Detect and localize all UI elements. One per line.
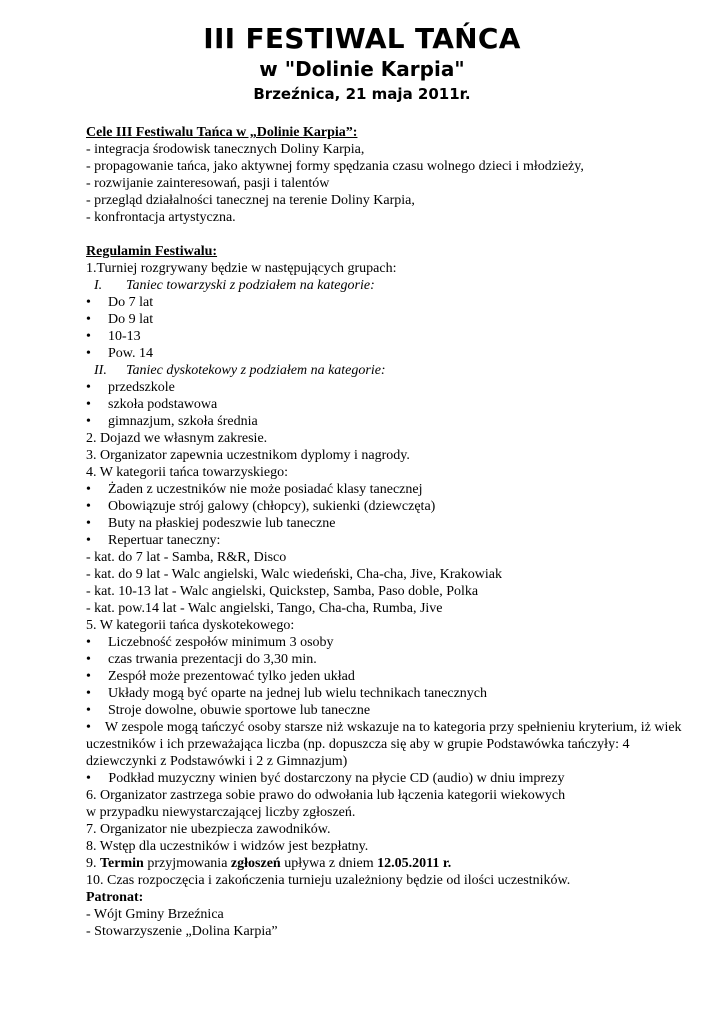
group-1-label: Taniec towarzyski z podziałem na kategorie: [126, 278, 375, 293]
rule-9-term: Termin [100, 856, 144, 871]
repertoire-line: - kat. pow.14 lat - Walc angielski, Tango, Cha-cha, Rumba, Jive [86, 601, 443, 616]
bullet-text: gimnazjum, szkoła średnia [108, 414, 258, 429]
document-header [0, 0, 724, 105]
rule-4-item [86, 515, 690, 532]
rule-2: 2. Dojazd we własnym zakresie. [86, 431, 268, 446]
rule-5: 5. W kategorii tańca dyskotekowego: [86, 618, 295, 633]
repertoire-line: - kat. 10-13 lat - Walc angielski, Quickstep, Samba, Paso doble, Polka [86, 584, 479, 599]
rule-9-number: 9. [86, 856, 100, 871]
bullet-text: Stroje dowolne, obuwie sportowe lub taneczne [108, 703, 371, 718]
bullet-icon: • [86, 652, 91, 667]
bullet-text: czas trwania prezentacji do 3,30 min. [108, 652, 317, 667]
festival-dateline: Brzeźnica, 21 maja 2011r. [253, 85, 471, 103]
goal-item: - przegląd działalności tanecznej na terenie Doliny Karpia, [86, 193, 415, 208]
bullet-icon: • [86, 346, 91, 361]
bullet-icon: • [86, 771, 91, 786]
bullet-text: Pow. 14 [108, 346, 153, 361]
rule-4-item [86, 481, 690, 498]
bullet-icon: • [86, 397, 91, 412]
group-2-item [86, 379, 690, 396]
rule-1: 1.Turniej rozgrywany będzie w następujących grupach: [86, 261, 397, 276]
group-1-item [86, 311, 690, 328]
rule-5-last-item [86, 770, 690, 787]
group-1-item [86, 294, 690, 311]
bullet-text: Do 9 lat [108, 312, 154, 327]
group-1-heading [86, 277, 690, 294]
rule-6-continued: w przypadku niewystarczającej liczby zgłoszeń. [86, 805, 356, 820]
bullet-icon: • [86, 686, 91, 701]
patronage-heading: Patronat: [86, 890, 144, 905]
bullet-icon: • [86, 533, 91, 548]
rule-6: 6. Organizator zastrzega sobie prawo do odwołania lub łączenia kategorii wiekowych [86, 788, 566, 803]
rule-5-item [86, 651, 690, 668]
rule-9-text: przyjmowania [143, 856, 231, 871]
bullet-text: Obowiązuje strój galowy (chłopcy), sukienki (dziewczęta) [108, 499, 436, 514]
bullet-icon: • [86, 703, 91, 718]
bullet-text: Zespół może prezentować tylko jeden układ [108, 669, 355, 684]
rule-5-item [86, 668, 690, 685]
group-1-item [86, 328, 690, 345]
bullet-icon: • [86, 499, 91, 514]
bullet-icon: • [86, 295, 91, 310]
bullet-icon: • [86, 380, 91, 395]
goal-item: - integracja środowisk tanecznych Doliny Karpia, [86, 142, 365, 157]
festival-subtitle: w "Dolinie Karpia" [259, 57, 465, 81]
goals-heading: Cele III Festiwalu Tańca w „Dolinie Karpia”: [86, 125, 358, 140]
bullet-text: Żaden z uczestników nie może posiadać klasy tanecznej [108, 482, 423, 497]
bullet-text: Podkład muzyczny winien być dostarczony na płycie CD (audio) w dniu imprezy [108, 771, 565, 786]
bullet-text: szkoła podstawowa [108, 397, 218, 412]
repertoire-line: - kat. do 9 lat - Walc angielski, Walc wiedeński, Cha-cha, Jive, Krakowiak [86, 567, 502, 582]
bullet-icon: • [86, 482, 91, 497]
rule-9-applications: zgłoszeń [230, 856, 281, 871]
rule-5-item [86, 702, 690, 719]
goal-item: - rozwijanie zainteresowań, pasji i talentów [86, 176, 330, 191]
bullet-icon: • [86, 414, 91, 429]
rule-9 [86, 855, 690, 872]
rule-10: 10. Czas rozpoczęcia i zakończenia turnieju uzależniony będzie od ilości uczestników. [86, 873, 571, 888]
group-2-item [86, 413, 690, 430]
document-body [86, 124, 690, 940]
bullet-text: 10-13 [108, 329, 141, 344]
bullet-text: Buty na płaskiej podeszwie lub taneczne [108, 516, 336, 531]
rule-4-item [86, 498, 690, 515]
patron-item: - Wójt Gminy Brzeźnica [86, 907, 224, 922]
bullet-text: przedszkole [108, 380, 175, 395]
rule-9-deadline: 12.05.2011 r. [377, 856, 452, 871]
rule-5-item [86, 634, 690, 651]
group-2-heading [86, 362, 690, 379]
bullet-icon: • [86, 312, 91, 327]
goal-item: - propagowanie tańca, jako aktywnej formy spędzania czasu wolnego dzieci i młodzieży, [86, 159, 584, 174]
spacer [86, 226, 690, 243]
group-1-number: I. [94, 278, 103, 293]
rule-5-item [86, 685, 690, 702]
group-2-item [86, 396, 690, 413]
bullet-icon: • [86, 329, 91, 344]
bullet-text: Repertuar taneczny: [108, 533, 221, 548]
bullet-text: Liczebność zespołów minimum 3 osoby [108, 635, 334, 650]
bullet-icon: • [86, 516, 91, 531]
rule-8: 8. Wstęp dla uczestników i widzów jest bezpłatny. [86, 839, 369, 854]
repertoire-line: - kat. do 7 lat - Samba, R&R, Disco [86, 550, 287, 565]
patron-item: - Stowarzyszenie „Dolina Karpia” [86, 924, 278, 939]
bullet-icon: • [86, 720, 91, 735]
rules-heading: Regulamin Festiwalu: [86, 244, 218, 259]
bullet-text: Do 7 lat [108, 295, 154, 310]
goal-item: - konfrontacja artystyczna. [86, 210, 236, 225]
rule-5-long-item [86, 719, 690, 770]
rule-9-text-2: upływa z dniem [280, 856, 378, 871]
rule-3: 3. Organizator zapewnia uczestnikom dyplomy i nagrody. [86, 448, 410, 463]
bullet-icon: • [86, 669, 91, 684]
bullet-text: W zespole mogą tańczyć osoby starsze niż wskazuje na to kategoria przy spełnieniu kryterium, iż wiek uczestników i ich przeważająca liczba (np. dopuszcza się aby w grupie Podstawówka tańczyły: 4 dziewczynki z Podstawówki i 2 z Gimnazjum) [86, 720, 682, 769]
rule-4: 4. W kategorii tańca towarzyskiego: [86, 465, 289, 480]
bullet-icon: • [86, 635, 91, 650]
group-1-item [86, 345, 690, 362]
bullet-text: Układy mogą być oparte na jednej lub wielu technikach tanecznych [108, 686, 488, 701]
group-2-label: Taniec dyskotekowy z podziałem na kategorie: [126, 363, 386, 378]
group-2-number: II. [94, 363, 107, 378]
festival-title: III FESTIWAL TAŃCA [203, 22, 521, 55]
rule-7: 7. Organizator nie ubezpiecza zawodników. [86, 822, 331, 837]
rule-4-item [86, 532, 690, 549]
